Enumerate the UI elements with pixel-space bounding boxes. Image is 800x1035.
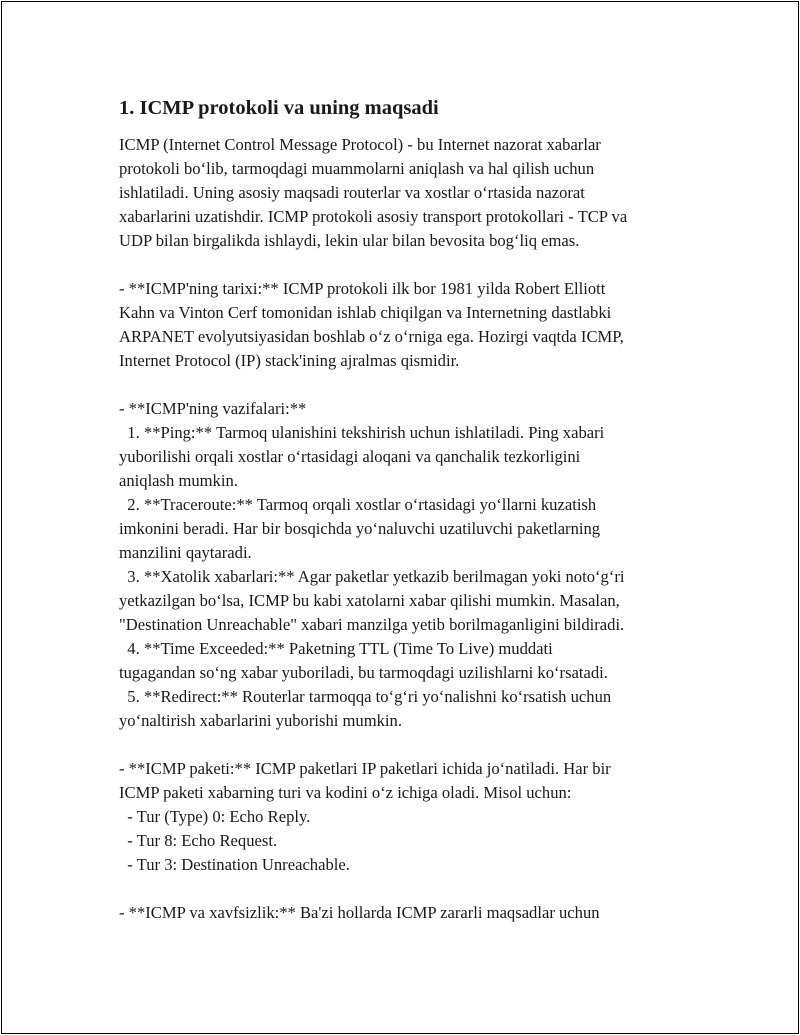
text-line: ARPANET evolyutsiyasidan boshlab o‘z o‘rniga ega. Hozirgi vaqtda ICMP, — [119, 327, 624, 346]
paragraph-gap — [119, 733, 699, 757]
paragraph-gap — [119, 373, 699, 397]
text-line: yetkazilgan bo‘lsa, ICMP bu kabi xatolarni xabar qilishi mumkin. Masalan, — [119, 591, 620, 610]
functions-paragraph — [119, 397, 699, 733]
text-line: - **ICMP'ning tarixi:** ICMP protokoli ilk bor 1981 yilda Robert Elliott — [119, 279, 606, 298]
history-paragraph — [119, 277, 699, 373]
text-line: - Tur (Type) 0: Echo Reply. — [119, 807, 311, 826]
text-line: manzilini qaytaradi. — [119, 543, 252, 562]
text-line: ICMP paketi xabarning turi va kodini o‘z ichiga oladi. Misol uchun: — [119, 783, 572, 802]
paragraph-gap — [119, 253, 699, 277]
document-page — [1, 1, 799, 1034]
text-line: 4. **Time Exceeded:** Paketning TTL (Time To Live) muddati — [119, 639, 553, 658]
text-line: - **ICMP paketi:** ICMP paketlari IP paketlari ichida jo‘natiladi. Har bir — [119, 759, 611, 778]
text-line: 1. **Ping:** Tarmoq ulanishini tekshirish uchun ishlatiladi. Ping xabari — [119, 423, 605, 442]
text-line: tugagandan so‘ng xabar yuboriladi, bu tarmoqdagi uzilishlarni ko‘rsatadi. — [119, 663, 608, 682]
text-line: ICMP (Internet Control Message Protocol) - bu Internet nazorat xabarlar — [119, 135, 601, 154]
document-body — [119, 95, 699, 925]
packet-paragraph — [119, 757, 699, 877]
text-line: aniqlash mumkin. — [119, 471, 238, 490]
text-line: protokoli bo‘lib, tarmoqdagi muammolarni aniqlash va hal qilish uchun — [119, 159, 595, 178]
text-line: 3. **Xatolik xabarlari:** Agar paketlar yetkazib berilmagan yoki noto‘g‘ri — [119, 567, 625, 586]
text-line: UDP bilan birgalikda ishlaydi, lekin ular bilan bevosita bog‘liq emas. — [119, 231, 580, 250]
section-heading: 1. ICMP protokoli va uning maqsadi — [119, 97, 439, 119]
text-line: "Destination Unreachable" xabari manzilga yetib borilmaganligini bildiradi. — [119, 615, 625, 634]
intro-paragraph — [119, 133, 699, 253]
text-line: imkonini beradi. Har bir bosqichda yo‘naluvchi uzatiluvchi paketlarning — [119, 519, 601, 538]
text-line: xabarlarini uzatishdir. ICMP protokoli asosiy transport protokollari - TCP va — [119, 207, 628, 226]
text-line: yuborilishi orqali xostlar o‘rtasidagi aloqani va qanchalik tezkorligini — [119, 447, 581, 466]
text-line: Internet Protocol (IP) stack'ining ajralmas qismidir. — [119, 351, 460, 370]
text-line: - Tur 3: Destination Unreachable. — [119, 855, 350, 874]
text-line: 5. **Redirect:** Routerlar tarmoqqa to‘g‘ri yo‘nalishni ko‘rsatish uchun — [119, 687, 612, 706]
text-line: ishlatiladi. Uning asosiy maqsadi routerlar va xostlar o‘rtasida nazorat — [119, 183, 585, 202]
text-line: Kahn va Vinton Cerf tomonidan ishlab chiqilgan va Internetning dastlabki — [119, 303, 612, 322]
text-line: - **ICMP va xavfsizlik:** Ba'zi hollarda ICMP zararli maqsadlar uchun — [119, 903, 600, 922]
security-paragraph — [119, 901, 699, 925]
text-line: 2. **Traceroute:** Tarmoq orqali xostlar o‘rtasidagi yo‘llarni kuzatish — [119, 495, 597, 514]
text-line: - **ICMP'ning vazifalari:** — [119, 399, 307, 418]
text-line: - Tur 8: Echo Request. — [119, 831, 278, 850]
paragraph-gap — [119, 877, 699, 901]
text-line: yo‘naltirish xabarlarini yuborishi mumkin. — [119, 711, 402, 730]
